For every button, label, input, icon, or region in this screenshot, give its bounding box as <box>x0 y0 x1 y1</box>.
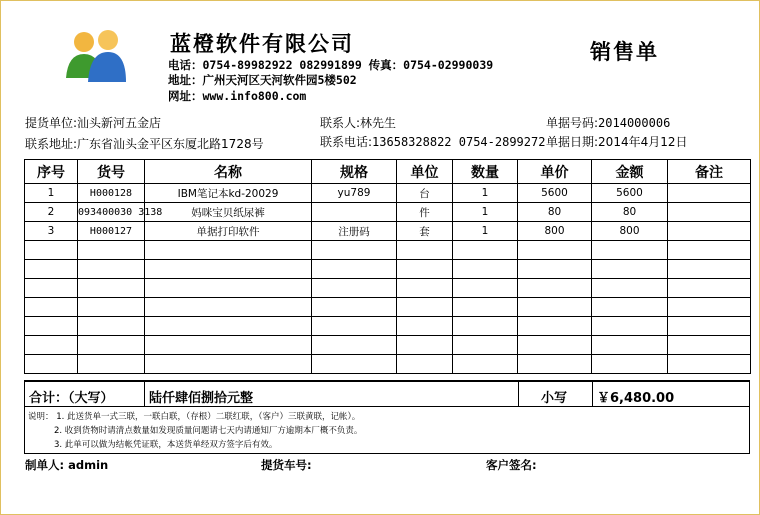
cell-empty <box>453 298 518 317</box>
table-row <box>25 222 751 241</box>
cell-empty <box>78 298 145 317</box>
company-logo-icon <box>64 28 128 88</box>
cell-name: 妈咪宝贝纸尿裤 <box>145 203 312 222</box>
cell-remark <box>668 184 751 203</box>
cell-qty: 1 <box>453 184 518 203</box>
cell-empty <box>312 279 397 298</box>
cell-empty <box>145 298 312 317</box>
col-header-name: 名称 <box>145 160 312 184</box>
cell-empty <box>592 355 668 374</box>
company-phone: 电话：0754-89982922 082991899 传真：0754-02990039 <box>168 58 494 72</box>
col-header-index: 序号 <box>25 160 78 184</box>
cell-code: H000128 <box>78 184 145 203</box>
supplier-field <box>25 114 161 131</box>
date-label: 单据日期: <box>546 135 599 149</box>
address-label: 联系地址: <box>25 137 78 151</box>
contact-field <box>320 114 396 131</box>
cell-empty <box>518 260 592 279</box>
tel-field <box>320 133 545 150</box>
cell-empty <box>592 241 668 260</box>
cell-empty <box>397 298 453 317</box>
note-line: 3. 此单可以做为结帐凭证联，本送货单经双方签字后有效。 <box>54 440 278 450</box>
total-small-label: 小写 <box>541 391 568 406</box>
car-no-label: 提货车号: <box>261 458 312 472</box>
contact-label: 联系人: <box>320 116 361 130</box>
cell-empty <box>145 355 312 374</box>
cell-code: 093400030 3138 <box>78 203 145 222</box>
note-line: 2. 收到货物时请清点数量如发现质量问题请七天内请通知厂方逾期本厂概不负责。 <box>54 426 363 436</box>
cell-spec: yu789 <box>312 184 397 203</box>
cell-empty <box>453 279 518 298</box>
cell-empty <box>25 336 78 355</box>
cell-empty <box>518 279 592 298</box>
cell-empty <box>312 260 397 279</box>
cell-empty <box>312 298 397 317</box>
supplier-value: 汕头新河五金店 <box>77 116 162 130</box>
cell-spec <box>312 203 397 222</box>
date-field <box>546 133 688 150</box>
cell-empty <box>145 241 312 260</box>
tel-value: 13658328822 0754-2899272 <box>372 135 546 149</box>
cell-price: 80 <box>518 203 592 222</box>
table-row-empty <box>25 241 751 260</box>
table-header-row <box>25 160 751 184</box>
total-label: 合计：（大写） <box>29 391 114 406</box>
table-row-empty <box>25 279 751 298</box>
cell-empty <box>518 241 592 260</box>
cell-empty <box>78 355 145 374</box>
maker-field <box>25 457 108 473</box>
cell-empty <box>312 336 397 355</box>
notes-box <box>24 407 750 454</box>
cell-empty <box>592 279 668 298</box>
address-value: 广东省汕头金平区东厦北路1728号 <box>77 137 264 151</box>
cell-amount: 800 <box>592 222 668 241</box>
total-divider <box>592 382 593 407</box>
col-header-remark: 备注 <box>668 160 751 184</box>
cell-empty <box>78 260 145 279</box>
cell-empty <box>78 241 145 260</box>
date-value: 2014年4月12日 <box>598 135 688 149</box>
table-row-empty <box>25 260 751 279</box>
supplier-label: 提货单位: <box>25 116 78 130</box>
cell-empty <box>668 355 751 374</box>
cell-amount: 80 <box>592 203 668 222</box>
cell-price: 800 <box>518 222 592 241</box>
cell-empty <box>518 355 592 374</box>
cell-empty <box>592 317 668 336</box>
table-row <box>25 184 751 203</box>
cell-index: 1 <box>25 184 78 203</box>
table-row-empty <box>25 298 751 317</box>
total-small-value: ￥6,480.00 <box>597 391 675 406</box>
cell-qty: 1 <box>453 222 518 241</box>
cell-empty <box>668 241 751 260</box>
cell-empty <box>668 298 751 317</box>
customer-sign-field <box>486 457 537 473</box>
cell-empty <box>453 355 518 374</box>
company-address: 地址：广州天河区天河软件园5楼502 <box>168 73 357 87</box>
cell-unit: 台 <box>397 184 453 203</box>
cell-empty <box>78 336 145 355</box>
doc-no-label: 单据号码: <box>546 116 599 130</box>
address-field <box>25 135 264 152</box>
total-divider <box>144 382 145 407</box>
table-row <box>25 203 751 222</box>
cell-empty <box>397 260 453 279</box>
cell-empty <box>312 241 397 260</box>
cell-remark <box>668 222 751 241</box>
table-row-empty <box>25 355 751 374</box>
col-header-amount: 金额 <box>592 160 668 184</box>
doc-no-value: 2014000006 <box>598 116 671 130</box>
cell-amount: 5600 <box>592 184 668 203</box>
col-header-code: 货号 <box>78 160 145 184</box>
cell-empty <box>312 317 397 336</box>
cell-code: H000127 <box>78 222 145 241</box>
company-website: 网址：www.info800.com <box>168 89 307 103</box>
cell-unit: 套 <box>397 222 453 241</box>
cell-empty <box>518 317 592 336</box>
col-header-unit: 单位 <box>397 160 453 184</box>
cell-qty: 1 <box>453 203 518 222</box>
cell-empty <box>397 279 453 298</box>
col-header-spec: 规格 <box>312 160 397 184</box>
cell-empty <box>453 260 518 279</box>
cell-empty <box>592 260 668 279</box>
cell-name: IBM笔记本kd-20029 <box>145 184 312 203</box>
cell-empty <box>145 317 312 336</box>
table-row-empty <box>25 336 751 355</box>
cell-empty <box>668 279 751 298</box>
document-title: 销售单 <box>590 40 659 64</box>
cell-empty <box>78 279 145 298</box>
cell-empty <box>397 355 453 374</box>
tel-label: 联系电话: <box>320 135 373 149</box>
company-name: 蓝橙软件有限公司 <box>170 31 354 56</box>
cell-empty <box>25 279 78 298</box>
contact-value: 林先生 <box>360 116 397 130</box>
cell-index: 2 <box>25 203 78 222</box>
cell-empty <box>453 336 518 355</box>
cell-empty <box>25 355 78 374</box>
total-divider <box>518 382 519 407</box>
cell-unit: 件 <box>397 203 453 222</box>
cell-empty <box>312 355 397 374</box>
cell-index: 3 <box>25 222 78 241</box>
cell-empty <box>25 317 78 336</box>
total-row <box>24 380 750 407</box>
cell-empty <box>668 260 751 279</box>
col-header-price: 单价 <box>518 160 592 184</box>
cell-empty <box>518 298 592 317</box>
cell-empty <box>592 336 668 355</box>
customer-sign-label: 客户签名: <box>486 458 537 472</box>
cell-empty <box>397 317 453 336</box>
cell-empty <box>668 317 751 336</box>
maker-value: admin <box>68 458 109 472</box>
cell-empty <box>145 260 312 279</box>
cell-empty <box>25 298 78 317</box>
cell-empty <box>518 336 592 355</box>
cell-empty <box>668 336 751 355</box>
cell-empty <box>25 241 78 260</box>
cell-empty <box>145 336 312 355</box>
table-row-empty <box>25 317 751 336</box>
note-line: 说明： 1. 此送货单一式三联，一联白联，（存根）二联红联，（客户）三联黄联，记帐）。 <box>28 412 361 422</box>
cell-empty <box>453 317 518 336</box>
col-header-qty: 数量 <box>453 160 518 184</box>
doc-no-field <box>546 114 670 131</box>
car-no-field <box>261 457 312 473</box>
items-table <box>24 159 751 374</box>
cell-empty <box>25 260 78 279</box>
cell-empty <box>592 298 668 317</box>
total-upper-value: 陆仟肆佰捌拾元整 <box>149 391 254 406</box>
cell-price: 5600 <box>518 184 592 203</box>
cell-empty <box>397 336 453 355</box>
cell-name: 单据打印软件 <box>145 222 312 241</box>
cell-empty <box>397 241 453 260</box>
cell-empty <box>78 317 145 336</box>
cell-empty <box>145 279 312 298</box>
cell-spec: 注册码 <box>312 222 397 241</box>
maker-label: 制单人: <box>25 458 65 472</box>
cell-empty <box>453 241 518 260</box>
cell-remark <box>668 203 751 222</box>
